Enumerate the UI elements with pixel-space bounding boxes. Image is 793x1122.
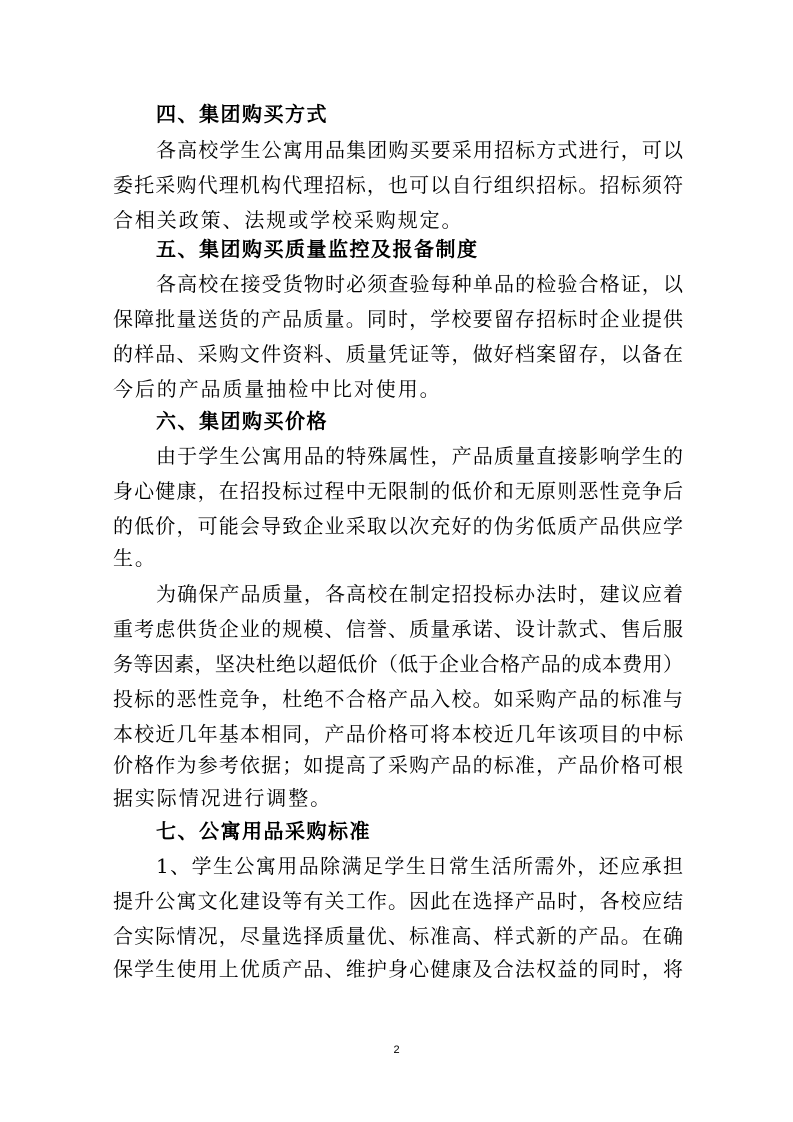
- paragraph-line: 合相关政策、法规或学校采购规定。: [113, 208, 464, 232]
- paragraph-line: 的低价，可能会导致企业采取以次充好的伪劣低质产品供应学: [113, 514, 683, 538]
- paragraph-line: 生。: [113, 546, 157, 570]
- paragraph-line: 各高校学生公寓用品集团购买要采用招标方式进行，可以: [156, 138, 683, 162]
- section-heading: 六、集团购买价格: [156, 409, 328, 433]
- paragraph-line: 务等因素，坚决杜绝以超低价（低于企业合格产品的成本费用）: [113, 652, 683, 676]
- section-heading: 五、集团购买质量监控及报备制度: [156, 237, 479, 261]
- paragraph-line: 本校近几年基本相同，产品价格可将本校近几年该项目的中标: [113, 722, 683, 746]
- paragraph-line: 价格作为参考依据；如提高了采购产品的标准，产品价格可根: [113, 753, 683, 777]
- paragraph-line: 今后的产品质量抽检中比对使用。: [113, 377, 442, 401]
- paragraph-line: 的样品、采购文件资料、质量凭证等，做好档案留存，以备在: [113, 342, 683, 366]
- paragraph-line: 重考虑供货企业的规模、信誉、质量承诺、设计款式、售后服: [113, 617, 683, 641]
- paragraph-line: 身心健康，在招投标过程中无限制的低价和无原则恶性竞争后: [113, 479, 683, 503]
- paragraph-line: 由于学生公寓用品的特殊属性，产品质量直接影响学生的: [156, 444, 683, 468]
- paragraph-line: 合实际情况，尽量选择质量优、标准高、样式新的产品。在确: [113, 924, 683, 948]
- section-heading: 七、公寓用品采购标准: [156, 819, 371, 843]
- paragraph-line: 投标的恶性竞争，杜绝不合格产品入校。如采购产品的标准与: [113, 687, 683, 711]
- paragraph-line: 保学生使用上优质产品、维护身心健康及合法权益的同时，将: [113, 957, 683, 981]
- paragraph-line: 为确保产品质量，各高校在制定招投标办法时，建议应着: [156, 582, 683, 606]
- paragraph-line: 据实际情况进行调整。: [113, 786, 332, 810]
- paragraph-line: 1、学生公寓用品除满足学生日常生活所需外，还应承担: [156, 854, 683, 878]
- paragraph-line: 保障批量送货的产品质量。同时，学校要留存招标时企业提供: [113, 307, 683, 331]
- paragraph-line: 各高校在接受货物时必须查验每种单品的检验合格证，以: [156, 272, 683, 296]
- section-heading: 四、集团购买方式: [156, 102, 328, 126]
- page-number: 2: [393, 1044, 400, 1056]
- paragraph-line: 委托采购代理机构代理招标，也可以自行组织招标。招标须符: [113, 173, 683, 197]
- paragraph-line: 提升公寓文化建设等有关工作。因此在选择产品时，各校应结: [113, 889, 683, 913]
